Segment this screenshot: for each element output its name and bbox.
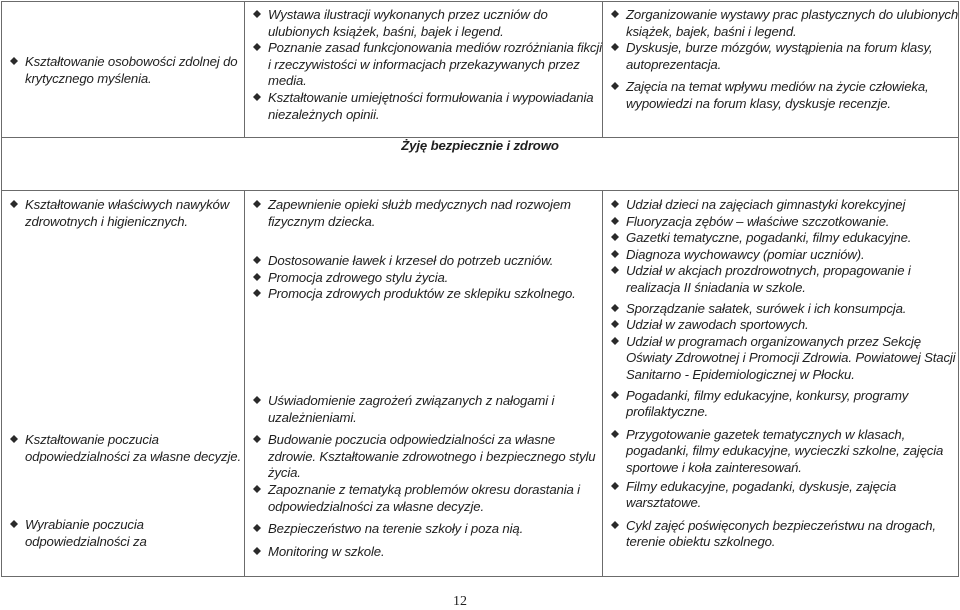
form-text: Udział w akcjach prozdrowotnych, propagowanie i realizacja II śniadania w szkole. (626, 263, 911, 295)
page-number: 12 (453, 594, 467, 609)
diamond-bullet-icon (253, 547, 261, 555)
diamond-bullet-icon (611, 266, 619, 274)
list-item (245, 544, 602, 561)
list-item (245, 270, 602, 287)
list-item (245, 286, 602, 303)
diamond-bullet-icon (611, 320, 619, 328)
task-text: Wystawa ilustracji wykonanych przez uczniów do ulubionych książek, baśni, bajek i legend. (268, 7, 548, 39)
task-text: Kształtowanie umiejętności formułowania i wypowiadania niezależnych opinii. (268, 89, 594, 122)
diamond-bullet-icon (611, 10, 619, 18)
list-item (245, 521, 602, 538)
goal-text: Kształtowanie poczucia odpowiedzialności za własne decyzje. (25, 432, 241, 464)
list-item (245, 7, 602, 40)
section-title: Żyję bezpiecznie i zdrowo (2, 138, 959, 191)
list-item (603, 197, 958, 214)
diamond-bullet-icon (611, 391, 619, 399)
goal-cell (2, 191, 245, 577)
form-text: Dyskusje, burze mózgów, wystąpienia na forum klasy, autoprezentacja. (626, 40, 933, 72)
diamond-bullet-icon (253, 396, 261, 404)
diamond-bullet-icon (10, 200, 18, 208)
diamond-bullet-icon (611, 250, 619, 258)
goal-text: Wyrabianie poczucia odpowiedzialności za (25, 517, 147, 549)
diamond-bullet-icon (611, 521, 619, 529)
task-text: Bezpieczeństwo na terenie szkoły i poza nią. (268, 521, 524, 537)
list-item (603, 263, 958, 296)
task-text: Uświadomienie zagrożeń związanych z nałogami i uzależnieniami. (268, 392, 555, 425)
list-item (245, 90, 602, 123)
diamond-bullet-icon (253, 435, 261, 443)
goal-cell (2, 2, 245, 138)
form-text: Udział dzieci na zajęciach gimnastyki korekcyjnej (626, 197, 906, 212)
form-text: Sporządzanie sałatek, surówek i ich konsumpcja. (626, 300, 907, 316)
form-text: Zorganizowanie wystawy prac plastycznych do ulubionych książek, bajek, baśni i legend. (626, 7, 959, 39)
diamond-bullet-icon (611, 304, 619, 312)
goal-text: Kształtowanie właściwych nawyków zdrowotnych i higienicznych. (25, 197, 230, 229)
task-text: Promocja zdrowego stylu życia. (268, 269, 449, 285)
diamond-bullet-icon (611, 430, 619, 438)
list-item (603, 301, 958, 318)
list-item (603, 214, 958, 231)
list-item (245, 482, 602, 515)
diamond-bullet-icon (10, 57, 18, 65)
list-item (245, 197, 602, 230)
diamond-bullet-icon (253, 524, 261, 532)
form-text: Cykl zajęć poświęconych bezpieczeństwu na drogach, terenie obiektu szkolnego. (626, 517, 936, 550)
table-row (2, 2, 959, 138)
list-item (2, 432, 244, 465)
diamond-bullet-icon (611, 82, 619, 90)
diamond-bullet-icon (10, 435, 18, 443)
diamond-bullet-icon (253, 256, 261, 264)
tasks-cell (245, 191, 603, 577)
task-text: Monitoring w szkole. (268, 543, 385, 559)
task-text: Budowanie poczucia odpowiedzialności za własne zdrowie. Kształtowanie zdrowotnego i bezpiecznego stylu życia. (268, 432, 596, 481)
form-text: Zajęcia na temat wpływu mediów na życie człowieka, wypowiedzi na forum klasy, dyskusje recenzje. (626, 79, 929, 111)
forms-cell (603, 191, 959, 577)
diamond-bullet-icon (611, 200, 619, 208)
diamond-bullet-icon (611, 217, 619, 225)
list-item (603, 334, 958, 384)
form-text: Filmy edukacyjne, pogadanki, dyskusje, zajęcia warsztatowe. (626, 478, 897, 511)
list-item (603, 479, 958, 512)
list-item (2, 197, 244, 230)
form-text: Przygotowanie gazetek tematycznych w klasach, pogadanki, filmy edukacyjne, wycieczki szkolne, zajęcia sportowe i koła zainteresowań. (626, 426, 944, 475)
diamond-bullet-icon (611, 482, 619, 490)
list-item (2, 517, 244, 550)
diamond-bullet-icon (611, 43, 619, 51)
list-item (603, 7, 958, 40)
forms-cell (603, 2, 959, 138)
task-text: Poznanie zasad funkcjonowania mediów rozróżniania fikcji i rzeczywistości w informacjach przekazywanych przez media. (268, 40, 602, 89)
diamond-bullet-icon (253, 200, 261, 208)
tasks-cell (245, 2, 603, 138)
list-item (603, 230, 958, 247)
task-text: Zapewnienie opieki służb medycznych nad rozwojem fizycznym dziecka. (268, 197, 571, 229)
list-item (603, 40, 958, 73)
form-text: Diagnoza wychowawcy (pomiar uczniów). (626, 246, 865, 262)
list-item (2, 54, 244, 87)
list-item (603, 247, 958, 264)
diamond-bullet-icon (253, 43, 261, 51)
list-item (245, 393, 602, 426)
form-text: Gazetki tematyczne, pogadanki, filmy edukacyjne. (626, 230, 912, 246)
form-text: Fluoryzacja zębów – właściwe szczotkowanie. (626, 213, 890, 229)
diamond-bullet-icon (611, 233, 619, 241)
diamond-bullet-icon (10, 520, 18, 528)
list-item (603, 427, 958, 477)
diamond-bullet-icon (611, 337, 619, 345)
form-text: Udział w zawodach sportowych. (626, 317, 809, 333)
diamond-bullet-icon (253, 289, 261, 297)
diamond-bullet-icon (253, 93, 261, 101)
section-header-row (2, 138, 959, 191)
list-item (603, 79, 958, 112)
list-item (603, 388, 958, 421)
diamond-bullet-icon (253, 10, 261, 18)
form-text: Udział w programach organizowanych przez Sekcję Oświaty Zdrowotnej i Promocji Zdrowia. Powiatowej Stacji Sanitarno - Epidemiologicznej w Płocku. (626, 333, 956, 382)
task-text: Dostosowanie ławek i krzeseł do potrzeb uczniów. (268, 253, 554, 269)
list-item (245, 40, 602, 90)
table-row (2, 191, 959, 577)
goal-text: Kształtowanie osobowości zdolnej do krytycznego myślenia. (25, 53, 238, 86)
form-text: Pogadanki, filmy edukacyjne, konkursy, programy profilaktyczne. (626, 387, 909, 420)
education-plan-table (1, 1, 959, 577)
task-text: Zapoznanie z tematyką problemów okresu dorastania i odpowiedzialności za własne decyzje. (268, 481, 580, 514)
diamond-bullet-icon (253, 273, 261, 281)
list-item (603, 317, 958, 334)
diamond-bullet-icon (253, 485, 261, 493)
task-text: Promocja zdrowych produktów ze sklepiku szkolnego. (268, 286, 576, 302)
list-item (603, 518, 958, 551)
list-item (245, 432, 602, 482)
list-item (245, 253, 602, 270)
